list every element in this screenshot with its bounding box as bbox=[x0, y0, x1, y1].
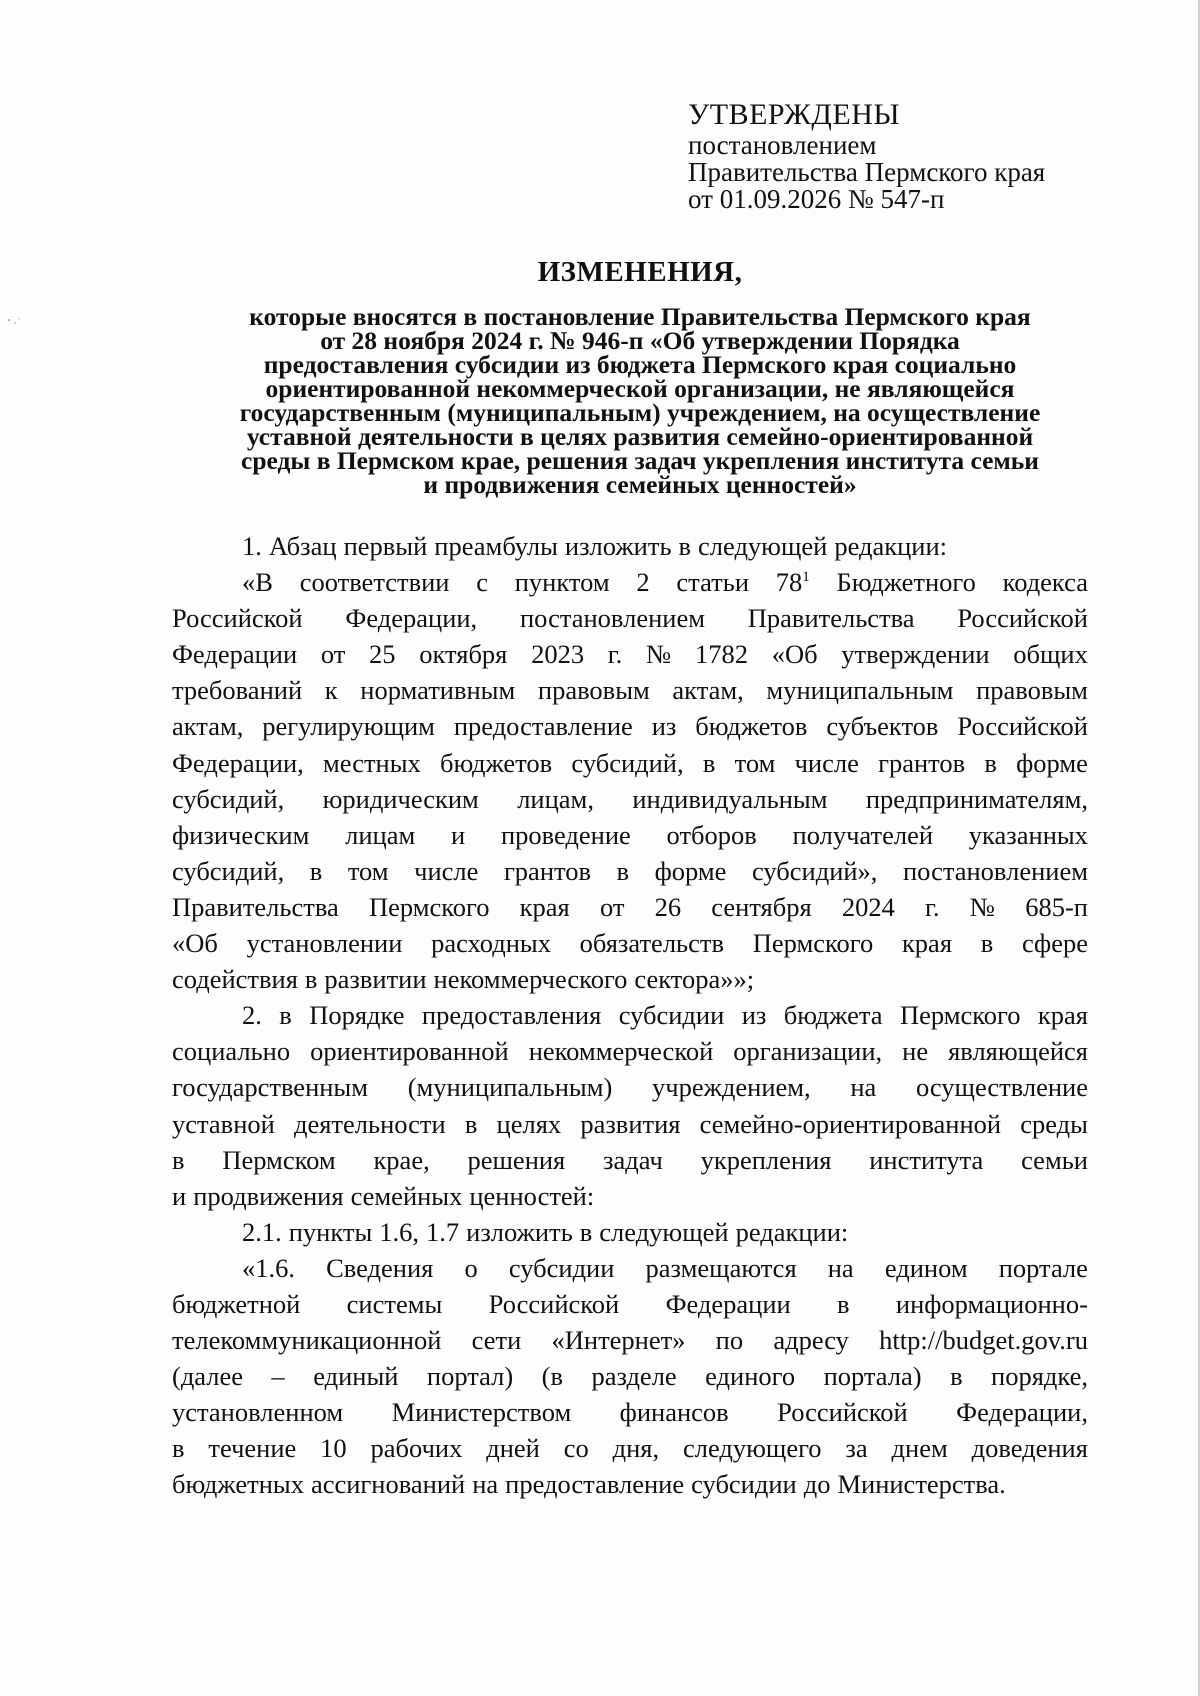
word: развития bbox=[580, 1108, 681, 1139]
approval-heading: УТВЕРЖДЕНЫ bbox=[688, 98, 901, 131]
word: по bbox=[715, 1325, 744, 1356]
word: постановлением bbox=[519, 603, 705, 634]
word: (муниципальным) bbox=[407, 1072, 613, 1103]
word: рабочих bbox=[370, 1433, 463, 1464]
word: следующей bbox=[599, 1216, 729, 1247]
word: государственным bbox=[172, 1072, 369, 1103]
word: бюджетов bbox=[440, 747, 553, 778]
word: портале bbox=[998, 1252, 1088, 1283]
word: предоставление bbox=[453, 711, 633, 742]
word: не bbox=[902, 1036, 929, 1067]
word: Российской bbox=[488, 1288, 620, 1319]
word: Правительства bbox=[747, 603, 915, 634]
word: лицам, bbox=[517, 783, 594, 814]
word: форме bbox=[654, 855, 727, 886]
body-text-line bbox=[172, 672, 1088, 708]
title-line: которые вносятся в постановление Правительства Пермского края bbox=[249, 302, 1031, 331]
word: бюджетных bbox=[172, 1469, 304, 1500]
word: края bbox=[519, 891, 570, 922]
word: 2.1. bbox=[242, 1216, 282, 1247]
word: института bbox=[869, 1144, 984, 1175]
body-text-line bbox=[172, 997, 1088, 1033]
word: Порядке bbox=[309, 1000, 405, 1031]
word: постановлением bbox=[902, 855, 1088, 886]
word: разделе bbox=[591, 1361, 677, 1392]
word: к bbox=[324, 675, 338, 706]
body-text-line bbox=[172, 1358, 1088, 1394]
word: Абзац bbox=[268, 531, 337, 561]
word: Пермского bbox=[752, 928, 874, 959]
word: Пермского bbox=[368, 891, 490, 922]
word: 2024 bbox=[841, 891, 895, 922]
word: обязательств bbox=[579, 928, 724, 959]
word: предпринимателям, bbox=[865, 783, 1088, 814]
word: Федерации, bbox=[172, 747, 304, 778]
body-text-line bbox=[172, 925, 1088, 961]
word: являющейся bbox=[948, 1036, 1088, 1067]
body-text-line bbox=[172, 853, 1088, 889]
word: «Об bbox=[172, 928, 218, 959]
word: регулирующим bbox=[262, 711, 435, 742]
scan-speck-mark bbox=[6, 316, 22, 328]
body-text-line bbox=[172, 1322, 1088, 1358]
word: актам, bbox=[672, 675, 744, 706]
word: и bbox=[172, 1180, 187, 1211]
word: соответствии bbox=[299, 567, 450, 598]
body-text-line bbox=[172, 564, 1088, 600]
word: края bbox=[901, 928, 953, 959]
word: среды bbox=[1020, 1108, 1088, 1139]
word: Пермском bbox=[222, 1144, 336, 1175]
word: субсидии bbox=[508, 1252, 615, 1283]
body-text-line bbox=[172, 1106, 1088, 1142]
word: о bbox=[464, 1252, 478, 1283]
approval-line: постановлением bbox=[688, 130, 877, 160]
word: портала) bbox=[823, 1361, 922, 1392]
word: нормативным bbox=[360, 675, 516, 706]
body-text-line bbox=[172, 528, 1088, 564]
word: уставной bbox=[172, 1108, 275, 1139]
word: в bbox=[304, 964, 318, 995]
word: лицам bbox=[345, 819, 416, 850]
word: статьи bbox=[676, 567, 750, 598]
word: от bbox=[320, 639, 346, 670]
word: получателей bbox=[792, 819, 934, 850]
word: Федерации, bbox=[345, 603, 478, 634]
word: редакции: bbox=[735, 1216, 849, 1247]
word: 1. bbox=[242, 531, 262, 561]
word: в bbox=[616, 855, 630, 886]
body-text-line bbox=[172, 1430, 1088, 1466]
word: в bbox=[464, 1108, 478, 1139]
word: г. bbox=[607, 639, 623, 670]
word: № bbox=[646, 639, 672, 670]
word: края bbox=[1037, 1000, 1088, 1031]
word: пункты bbox=[288, 1216, 373, 1247]
word: Бюджетного bbox=[836, 567, 976, 598]
title-line: среды в Пермском крае, решения задач укрепления института семьи bbox=[241, 446, 1039, 475]
word: решения bbox=[467, 1144, 566, 1175]
word: из bbox=[651, 711, 677, 742]
word: сети bbox=[471, 1325, 522, 1356]
word: в bbox=[984, 747, 997, 778]
word: 26 bbox=[654, 891, 682, 922]
word: числе bbox=[794, 747, 859, 778]
approval-line: Правительства Пермского края bbox=[688, 157, 1046, 187]
word: порядке, bbox=[991, 1361, 1088, 1392]
word: в bbox=[172, 1433, 185, 1464]
body-text-line bbox=[172, 1394, 1088, 1430]
word: числе bbox=[414, 855, 479, 886]
word: развитии bbox=[324, 964, 427, 995]
word: деятельности bbox=[293, 1108, 446, 1139]
word: правовым bbox=[537, 675, 650, 706]
word: в bbox=[279, 1000, 292, 1031]
word: крае, bbox=[373, 1144, 430, 1175]
word: Федерации bbox=[172, 639, 298, 670]
word: следующего bbox=[682, 1433, 822, 1464]
word: юридическим bbox=[322, 783, 479, 814]
word: 2 bbox=[636, 567, 650, 598]
word: $78^1$ bbox=[775, 567, 810, 598]
body-text-line bbox=[172, 1286, 1088, 1322]
word: требований bbox=[172, 675, 303, 706]
word: 25 bbox=[369, 639, 396, 670]
word: на bbox=[472, 1469, 499, 1500]
body-text-line bbox=[172, 1142, 1088, 1178]
word: семейных bbox=[350, 1180, 463, 1211]
word: со bbox=[563, 1433, 589, 1464]
word: Министерством bbox=[391, 1397, 572, 1428]
word: утверждении bbox=[841, 639, 990, 670]
word: организации, bbox=[733, 1036, 883, 1067]
title-line: от 28 ноября 2024 г. № 946-п «Об утверждении Порядка bbox=[320, 326, 960, 355]
word: 2023 bbox=[531, 639, 585, 670]
word: редакции: bbox=[834, 531, 948, 561]
word: в bbox=[950, 1361, 963, 1392]
word: 1782 bbox=[695, 639, 748, 670]
word: субсидии bbox=[618, 1000, 725, 1031]
word: Сведения bbox=[326, 1252, 434, 1283]
word: в bbox=[980, 928, 994, 959]
word: кодекса bbox=[1002, 567, 1088, 598]
word: семейно-ориентированной bbox=[699, 1108, 1002, 1139]
body-text-line bbox=[172, 745, 1088, 781]
word: 1.6, bbox=[379, 1216, 420, 1247]
word: едином bbox=[884, 1252, 968, 1283]
word: субъектов bbox=[826, 711, 939, 742]
body-text-line bbox=[172, 708, 1088, 744]
document-title: ИЗМЕНЕНИЯ, bbox=[537, 256, 743, 288]
word: бюджетной bbox=[172, 1288, 301, 1319]
word: бюджета bbox=[783, 1000, 883, 1031]
word: субсидий, bbox=[172, 783, 285, 814]
body-text-line bbox=[172, 600, 1088, 636]
word: портал) bbox=[426, 1361, 514, 1392]
word: – bbox=[271, 1361, 285, 1392]
word: осуществление bbox=[915, 1072, 1088, 1103]
body-text-line bbox=[172, 961, 1088, 997]
body-text-line bbox=[172, 1250, 1088, 1286]
word: правовым bbox=[976, 675, 1088, 706]
word: форме bbox=[1016, 747, 1088, 778]
body-text-line bbox=[172, 817, 1088, 853]
word: за bbox=[845, 1433, 868, 1464]
word: Федерации, bbox=[956, 1397, 1088, 1428]
word: единого bbox=[705, 1361, 796, 1392]
word: в bbox=[837, 1288, 850, 1319]
word: грантов bbox=[878, 747, 966, 778]
title-line: ориентированной некоммерческой организации, не являющейся bbox=[265, 374, 1015, 403]
word: некоммерческой bbox=[528, 1036, 714, 1067]
word: проведение bbox=[500, 819, 631, 850]
word: адресу bbox=[773, 1325, 849, 1356]
word: и bbox=[451, 819, 466, 850]
word: субсидий, bbox=[571, 747, 684, 778]
approval-stamp-block bbox=[688, 100, 1168, 213]
word: грантов bbox=[503, 855, 591, 886]
word: дней bbox=[486, 1433, 540, 1464]
word: содействия bbox=[172, 964, 298, 995]
word: Российской bbox=[957, 603, 1088, 634]
word: том bbox=[734, 747, 776, 778]
word: предоставления bbox=[421, 1000, 602, 1031]
word: первый bbox=[343, 531, 428, 561]
word: сентября bbox=[711, 891, 812, 922]
word: информационно- bbox=[895, 1288, 1088, 1319]
word: Министерства. bbox=[837, 1469, 1006, 1500]
word: «Интернет» bbox=[551, 1325, 686, 1356]
word: укрепления bbox=[700, 1144, 832, 1175]
word: (далее bbox=[172, 1361, 244, 1392]
body-text-line bbox=[172, 1033, 1088, 1069]
word: от bbox=[599, 891, 625, 922]
word: продвижения bbox=[193, 1180, 344, 1211]
word: 2. bbox=[242, 1000, 262, 1031]
word: в bbox=[172, 1144, 185, 1175]
word: 10 bbox=[320, 1433, 347, 1464]
word: индивидуальным bbox=[632, 783, 828, 814]
word: (в bbox=[541, 1361, 563, 1392]
word: Российской bbox=[172, 603, 303, 634]
word: социально bbox=[172, 1036, 291, 1067]
word: октября bbox=[419, 639, 508, 670]
word: на bbox=[827, 1252, 854, 1283]
word: физическим bbox=[172, 819, 310, 850]
word: муниципальным bbox=[766, 675, 954, 706]
word: доведения bbox=[971, 1433, 1088, 1464]
word: ценностей: bbox=[469, 1180, 595, 1211]
word: Правительства bbox=[172, 891, 339, 922]
word: до bbox=[803, 1469, 831, 1500]
word: Российской bbox=[957, 711, 1088, 742]
word: том bbox=[347, 855, 389, 886]
word: в bbox=[702, 747, 716, 778]
word: предоставление bbox=[505, 1469, 685, 1500]
word: «Об bbox=[771, 639, 818, 670]
word: «1.6. bbox=[242, 1252, 295, 1283]
word: бюджетов bbox=[695, 711, 808, 742]
word: актам, bbox=[172, 711, 244, 742]
word: дня, bbox=[612, 1433, 660, 1464]
title-line: уставной деятельности в целях развития семейно-ориентированной bbox=[246, 422, 1034, 451]
word: задач bbox=[603, 1144, 663, 1175]
word: указанных bbox=[968, 819, 1088, 850]
word: 1.7 bbox=[426, 1216, 460, 1247]
body-text-line bbox=[172, 1466, 1088, 1502]
word: установлении bbox=[246, 928, 403, 959]
word: http://budget.gov.ru bbox=[879, 1325, 1088, 1356]
word: в bbox=[678, 531, 692, 561]
word: на bbox=[850, 1072, 877, 1103]
word: субсидий», bbox=[751, 855, 878, 886]
body-text-line bbox=[172, 1214, 1088, 1250]
body-text-line bbox=[172, 636, 1088, 672]
title-line: государственным (муниципальным) учреждением, на осуществление bbox=[239, 398, 1041, 427]
word: телекоммуникационной bbox=[172, 1325, 442, 1356]
word: преамбулы bbox=[434, 531, 558, 561]
word: в bbox=[579, 1216, 593, 1247]
body-text-line bbox=[172, 1069, 1088, 1105]
word: сектора»»; bbox=[634, 964, 755, 995]
word: Российской bbox=[777, 1397, 908, 1428]
word: некоммерческого bbox=[433, 964, 628, 995]
approval-line: от 01.09.2026 № 547-п bbox=[688, 184, 945, 214]
body-text-line bbox=[172, 781, 1088, 817]
body-text-line bbox=[172, 889, 1088, 925]
word: целях bbox=[496, 1108, 562, 1139]
word: изложить bbox=[466, 1216, 573, 1247]
word: установленном bbox=[172, 1397, 344, 1428]
word: расходных bbox=[431, 928, 551, 959]
word: финансов bbox=[619, 1397, 729, 1428]
word: течение bbox=[208, 1433, 297, 1464]
word: ориентированной bbox=[310, 1036, 509, 1067]
word: из bbox=[741, 1000, 767, 1031]
word: семьи bbox=[1021, 1144, 1088, 1175]
word: ассигнований bbox=[310, 1469, 466, 1500]
word: «В bbox=[242, 567, 273, 598]
word: Федерации bbox=[665, 1288, 791, 1319]
word: местных bbox=[323, 747, 421, 778]
word: Пермского bbox=[899, 1000, 1021, 1031]
word: субсидии bbox=[691, 1469, 797, 1500]
word: следующей bbox=[698, 531, 828, 561]
word: пунктом bbox=[514, 567, 610, 598]
word: днем bbox=[891, 1433, 948, 1464]
word: г. bbox=[925, 891, 940, 922]
title-line: и продвижения семейных ценностей» bbox=[423, 470, 857, 499]
word: субсидий, bbox=[172, 855, 285, 886]
title-line: предоставления субсидии из бюджета Пермского края социально bbox=[263, 350, 1017, 379]
word: с bbox=[476, 567, 488, 598]
word: изложить bbox=[564, 531, 672, 561]
superscript: 1 bbox=[802, 569, 810, 586]
word: в bbox=[309, 855, 323, 886]
word: 685-п bbox=[1025, 891, 1088, 922]
word: единый bbox=[313, 1361, 399, 1392]
body-text-line bbox=[172, 1178, 1088, 1214]
word: сфере bbox=[1021, 928, 1088, 959]
word: отборов bbox=[666, 819, 757, 850]
word: № bbox=[969, 891, 996, 922]
word: размещаются bbox=[645, 1252, 797, 1283]
document-title-block bbox=[150, 256, 1130, 497]
word: учреждением, bbox=[652, 1072, 811, 1103]
document-body-text bbox=[172, 528, 1088, 1503]
word: общих bbox=[1013, 639, 1088, 670]
word: системы bbox=[346, 1288, 443, 1319]
